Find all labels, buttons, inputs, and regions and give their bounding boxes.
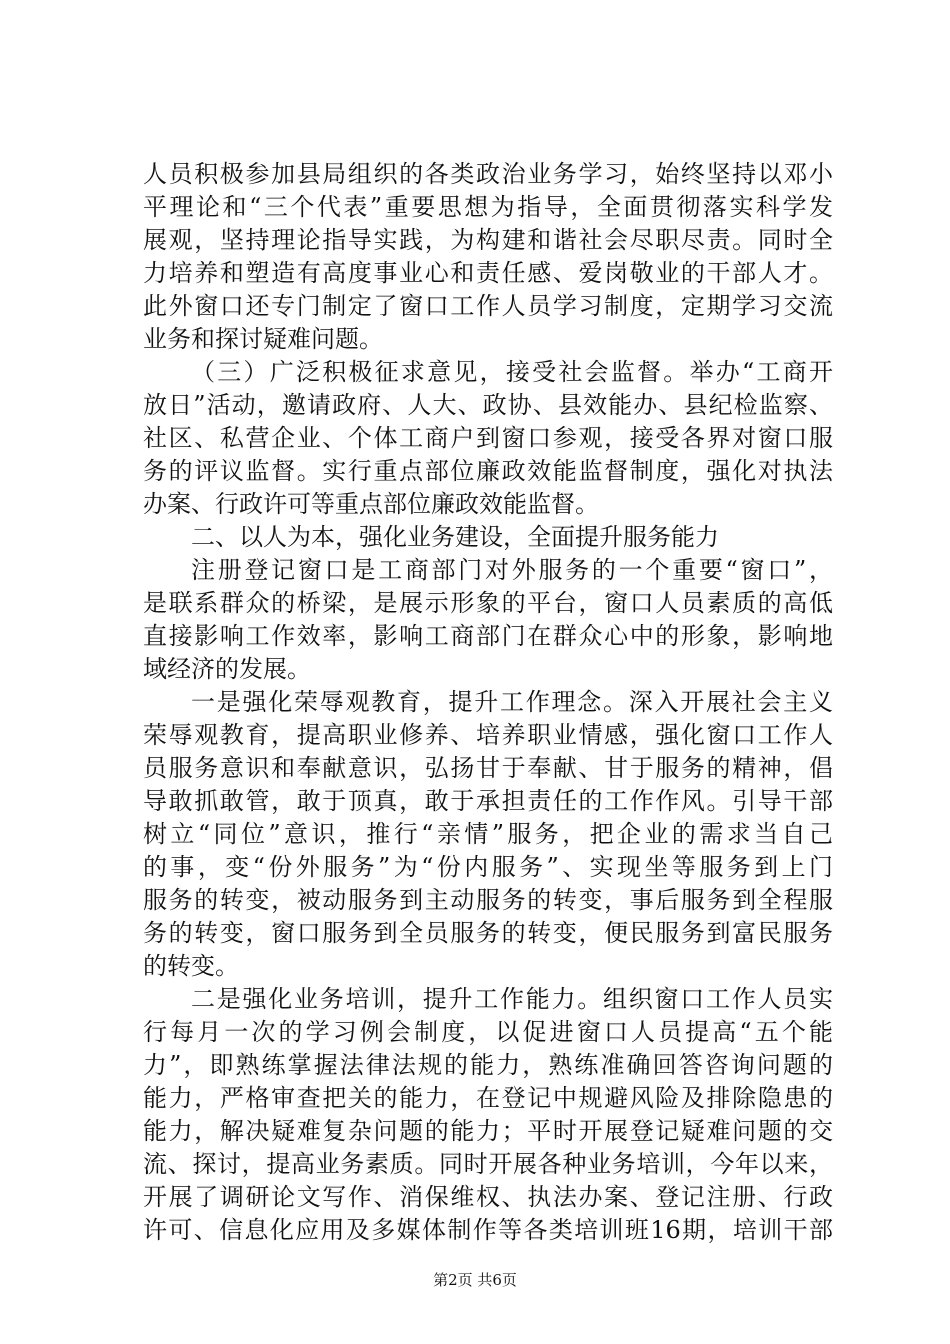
text-line: 办案、行政许可等重点部位廉政效能监督。 [143, 490, 599, 518]
text-line: 能力，严格审查把关的能力，在登记中规避风险及排除隐患的 [143, 1084, 833, 1112]
text-line: （三）广泛积极征求意见，接受社会监督。举办“工商开 [191, 358, 833, 386]
text-line: 员服务意识和奉献意识，弘扬甘于奉献、甘于服务的精神，倡 [143, 754, 833, 782]
document-body [143, 158, 833, 1247]
text-line: 的转变。 [143, 952, 239, 980]
text-line: 行每月一次的学习例会制度，以促进窗口人员提高“五个能 [143, 1018, 833, 1046]
text-line: 一是强化荣辱观教育，提升工作理念。深入开展社会主义 [191, 688, 833, 716]
text-line: 放日”活动，邀请政府、人大、政协、县效能办、县纪检监察、 [143, 391, 833, 419]
text-line: 社区、私营企业、个体工商户到窗口参观，接受各界对窗口服 [143, 424, 833, 452]
text-line: 开展了调研论文写作、消保维权、执法办案、登记注册、行政 [143, 1183, 833, 1211]
text-line: 是联系群众的桥梁，是展示形象的平台，窗口人员素质的高低 [143, 589, 833, 617]
text-line: 许可、信息化应用及多媒体制作等各类培训班16期，培训干部 [143, 1216, 833, 1244]
page-number-footer: 第2页 共6页 [433, 1271, 517, 1289]
text-line: 直接影响工作效率，影响工商部门在群众心中的形象，影响地 [143, 622, 833, 650]
text-line: 人员积极参加县局组织的各类政治业务学习，始终坚持以邓小 [143, 160, 833, 188]
text-line: 业务和探讨疑难问题。 [143, 325, 383, 353]
text-line: 力”，即熟练掌握法律法规的能力，熟练准确回答咨询问题的 [143, 1051, 833, 1079]
text-line: 荣辱观教育，提高职业修养、培养职业情感，强化窗口工作人 [143, 721, 833, 749]
text-line: 能力，解决疑难复杂问题的能力；平时开展登记疑难问题的交 [143, 1117, 833, 1145]
text-line: 务的转变，窗口服务到全员服务的转变，便民服务到富民服务 [143, 919, 833, 947]
text-line: 展观，坚持理论指导实践，为构建和谐社会尽职尽责。同时全 [143, 226, 833, 254]
text-line: 二、以人为本，强化业务建设，全面提升服务能力 [191, 523, 719, 551]
text-line: 注册登记窗口是工商部门对外服务的一个重要“窗口”， [191, 556, 833, 584]
text-line: 此外窗口还专门制定了窗口工作人员学习制度，定期学习交流 [143, 292, 833, 320]
text-line: 二是强化业务培训，提升工作能力。组织窗口工作人员实 [191, 985, 833, 1013]
text-line: 流、探讨，提高业务素质。同时开展各种业务培训，今年以来， [143, 1150, 833, 1178]
text-line: 的事，变“份外服务”为“份内服务”、实现坐等服务到上门 [143, 853, 833, 881]
text-line: 域经济的发展。 [143, 655, 311, 683]
text-line: 力培养和塑造有高度事业心和责任感、爱岗敬业的干部人才。 [143, 259, 833, 287]
text-line: 务的评议监督。实行重点部位廉政效能监督制度，强化对执法 [143, 457, 833, 485]
text-line: 树立“同位”意识，推行“亲情”服务，把企业的需求当自己 [143, 820, 833, 848]
text-line: 服务的转变，被动服务到主动服务的转变，事后服务到全程服 [143, 886, 833, 914]
text-line: 平理论和“三个代表”重要思想为指导，全面贯彻落实科学发 [143, 193, 833, 221]
text-line: 导敢抓敢管，敢于顶真，敢于承担责任的工作作风。引导干部 [143, 787, 833, 815]
